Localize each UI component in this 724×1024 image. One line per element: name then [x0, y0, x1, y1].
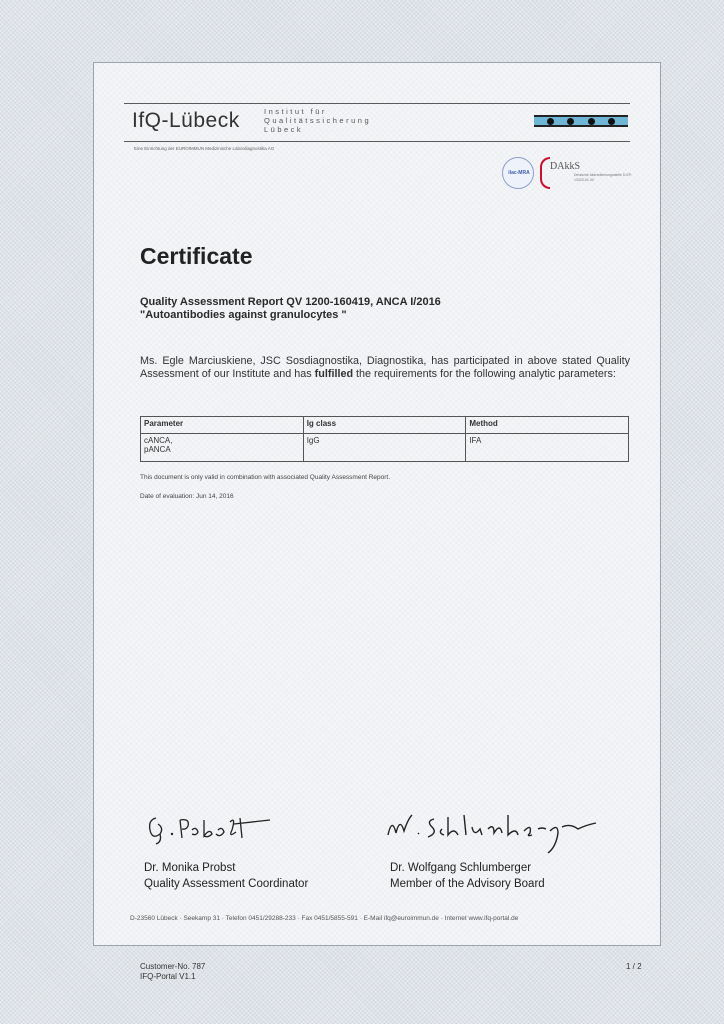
- cell-parameter: cANCA, pANCA: [141, 434, 304, 462]
- header-rule-bottom: [124, 141, 630, 142]
- cell-method: IFA: [466, 434, 629, 462]
- header-rule-top: [124, 103, 630, 104]
- header-method: Method: [466, 417, 629, 434]
- signatory-1-role: Quality Assessment Coordinator: [144, 878, 309, 890]
- euroimmun-dots-logo: [534, 115, 628, 127]
- signatory-1-name: Dr. Monika Probst: [144, 862, 236, 874]
- ifq-logo: IfQ-Lübeck: [132, 109, 240, 132]
- report-heading: [140, 296, 441, 322]
- validity-note: This document is only valid in combination with associated Quality Assessment Report.: [140, 474, 391, 481]
- header-subnote: Eine Einrichtung der EUROIMMUN Medizinische Labordiagnostika AG: [134, 146, 275, 151]
- header-parameter: Parameter: [141, 417, 304, 434]
- signatory-2-name: Dr. Wolfgang Schlumberger: [390, 862, 532, 874]
- customer-number: Customer-No. 787: [140, 962, 206, 971]
- header-ig-class: Ig class: [303, 417, 466, 434]
- table-header-row: [141, 417, 629, 434]
- page-number: 1 / 2: [626, 962, 642, 971]
- fulfilled-emphasis: fulfilled: [314, 368, 354, 380]
- report-line: Quality Assessment Report QV 1200-160419, ANCA I/2016: [140, 296, 441, 308]
- signatory-2-role: Member of the Advisory Board: [390, 878, 545, 890]
- accreditation-logos: [502, 155, 632, 195]
- certificate-title: Certificate: [140, 243, 253, 269]
- signature-probst: [144, 808, 294, 848]
- footer-address: D-23560 Lübeck · Seekamp 31 · Telefon 0451/29288-233 · Fax 0451/5855-591 · E-Mail ifq@euroimmun.de · Internet www.ifq-portal.de: [130, 915, 519, 922]
- customer-info: [140, 962, 205, 982]
- dakks-logo: DAkkS: [550, 161, 581, 172]
- dakks-mark-icon: [540, 157, 550, 189]
- dakks-subtitle: Deutsche Akkreditierungsstelle D-EP-13423-01-00: [574, 173, 633, 182]
- ilac-mra-icon: ilac-MRA: [502, 157, 534, 189]
- participation-statement: Ms. Egle Marciuskiene, JSC Sosdiagnostika, Diagnostika, has participated in above stated Quality Assessment of our Institute and has fulfilled the requirements for the following analytic parameters:: [140, 355, 630, 380]
- table-row: [141, 434, 629, 462]
- report-subtitle: "Autoantibodies against granulocytes ": [140, 309, 347, 321]
- portal-version: IFQ-Portal V1.1: [140, 972, 196, 981]
- certificate-page: [93, 62, 661, 946]
- institute-name: Institut für Qualitätssicherung Lübeck: [264, 107, 372, 134]
- parameters-table: [140, 416, 629, 462]
- evaluation-date: Date of evaluation: Jun 14, 2016: [140, 493, 234, 500]
- signature-schlumberger: [382, 807, 612, 857]
- cell-ig-class: IgG: [303, 434, 466, 462]
